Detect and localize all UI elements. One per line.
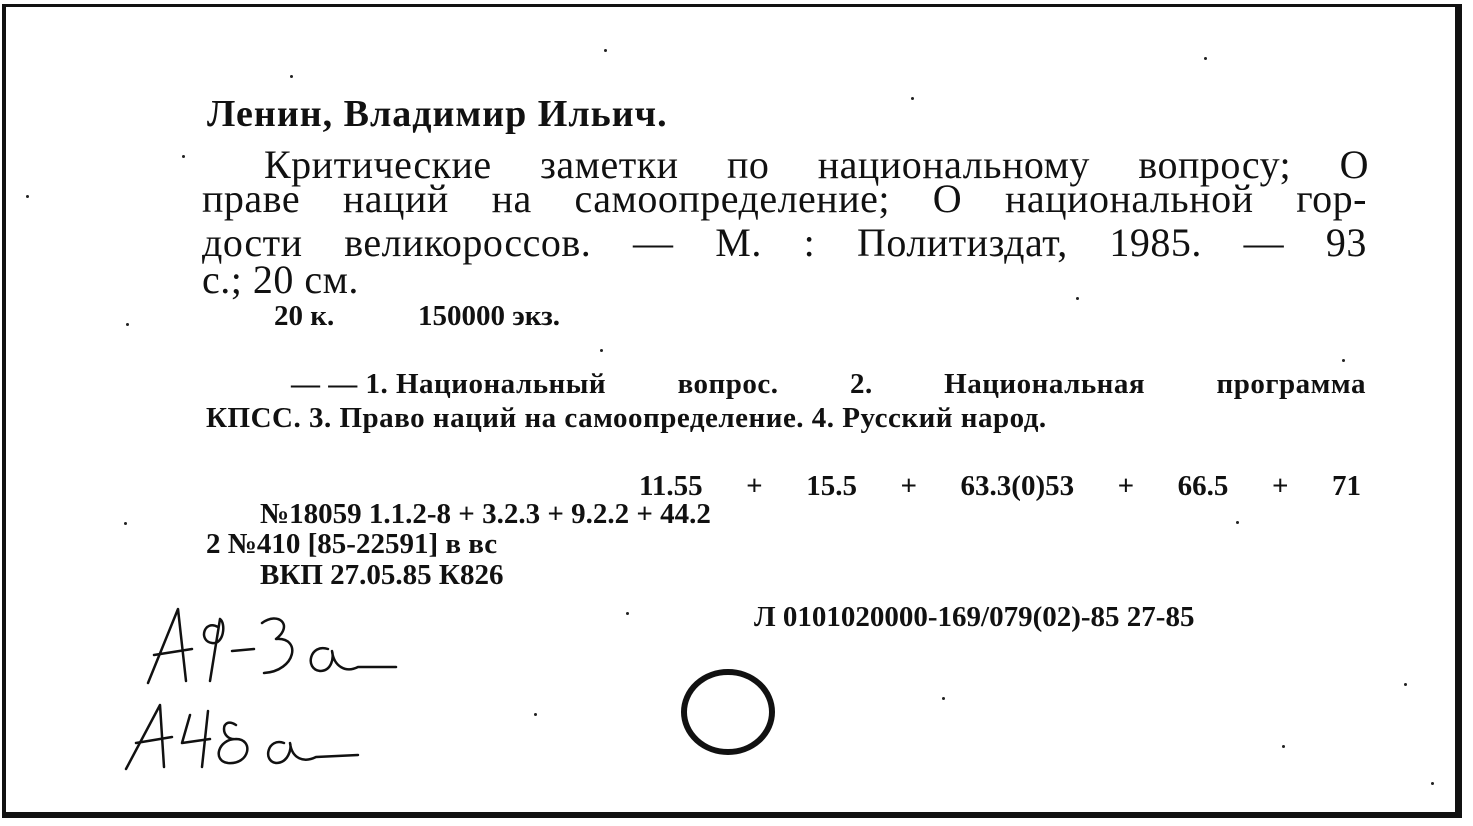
title-word: заметки	[540, 142, 679, 187]
speck	[1404, 683, 1407, 686]
title-word: национальной	[1004, 176, 1254, 221]
speck	[600, 349, 603, 352]
title-word: гор-	[1296, 176, 1367, 221]
title-word: на	[491, 176, 532, 221]
author-heading: Ленин, Владимир Ильич.	[207, 93, 668, 135]
title-word: 1985.	[1109, 220, 1202, 265]
subject-part: вопрос.	[677, 368, 779, 400]
speck	[534, 713, 537, 716]
title-line-2	[202, 176, 1367, 221]
title-word: великороссов.	[344, 220, 592, 265]
speck	[911, 97, 914, 100]
speck	[1431, 782, 1434, 785]
catalog-card	[2, 4, 1462, 818]
subject-part: программа	[1216, 368, 1366, 400]
subject-part: 2.	[849, 368, 873, 400]
classification-line-1	[639, 472, 1361, 501]
subject-part: — — 1. Национальный	[291, 368, 607, 400]
speck	[290, 75, 293, 78]
speck	[942, 697, 945, 700]
title-word: праве	[202, 176, 301, 221]
title-word: вопросу;	[1138, 142, 1292, 187]
title-line-3	[202, 220, 1367, 265]
title-word: :	[803, 220, 816, 265]
classification-line-4: ВКП 27.05.85 К826	[260, 559, 504, 591]
subjects-line-2: КПСС. 3. Право наций на самоопределение. 4. Русский народ.	[206, 402, 1047, 434]
class-part: 63.3(0)53	[960, 470, 1075, 502]
price: 20 к.	[274, 300, 335, 332]
title-word: М.	[715, 220, 762, 265]
classification-line-3: 2 №410 [85-22591] в вс	[206, 528, 498, 560]
speck	[1076, 297, 1079, 300]
title-word: —	[633, 220, 674, 265]
title-word: дости	[202, 220, 303, 265]
speck	[604, 49, 607, 52]
class-part: 66.5	[1177, 470, 1229, 502]
title-word: Политиздат,	[856, 220, 1068, 265]
subject-part: Национальная	[944, 368, 1146, 400]
class-part: 11.55	[639, 470, 703, 502]
print-run: 150000 экз.	[418, 300, 561, 332]
title-word: наций	[342, 176, 449, 221]
title-word: О	[932, 176, 963, 221]
title-word: Критические	[264, 142, 492, 187]
speck	[1342, 359, 1345, 362]
speck	[1204, 57, 1207, 60]
title-word: —	[1243, 220, 1285, 265]
title-word: по	[726, 142, 770, 187]
class-part: +	[1271, 470, 1289, 502]
handwritten-shelfmark	[106, 597, 426, 787]
class-part: +	[1117, 470, 1135, 502]
classification-line-2: №18059 1.1.2-8 + 3.2.3 + 9.2.2 + 44.2	[260, 498, 711, 530]
physical-description: с.; 20 см.	[202, 257, 359, 302]
speck	[26, 195, 29, 198]
title-word: национальному	[817, 142, 1090, 187]
catalog-code: Л 0101020000-169/079(02)-85 27-85	[754, 601, 1195, 633]
title-word: О	[1339, 142, 1369, 187]
title-word: 93	[1325, 220, 1367, 265]
speck	[182, 155, 185, 158]
class-part: 15.5	[806, 470, 857, 502]
title-word: самоопределение;	[574, 176, 890, 221]
speck	[1282, 745, 1285, 748]
class-part: 71	[1331, 470, 1361, 502]
class-part: +	[746, 470, 763, 502]
speck	[126, 323, 129, 326]
speck	[124, 522, 127, 525]
speck	[626, 612, 629, 615]
card-punch-hole	[678, 667, 778, 757]
class-part: +	[900, 470, 918, 502]
subjects-line-1	[291, 370, 1366, 399]
speck	[1236, 521, 1239, 524]
